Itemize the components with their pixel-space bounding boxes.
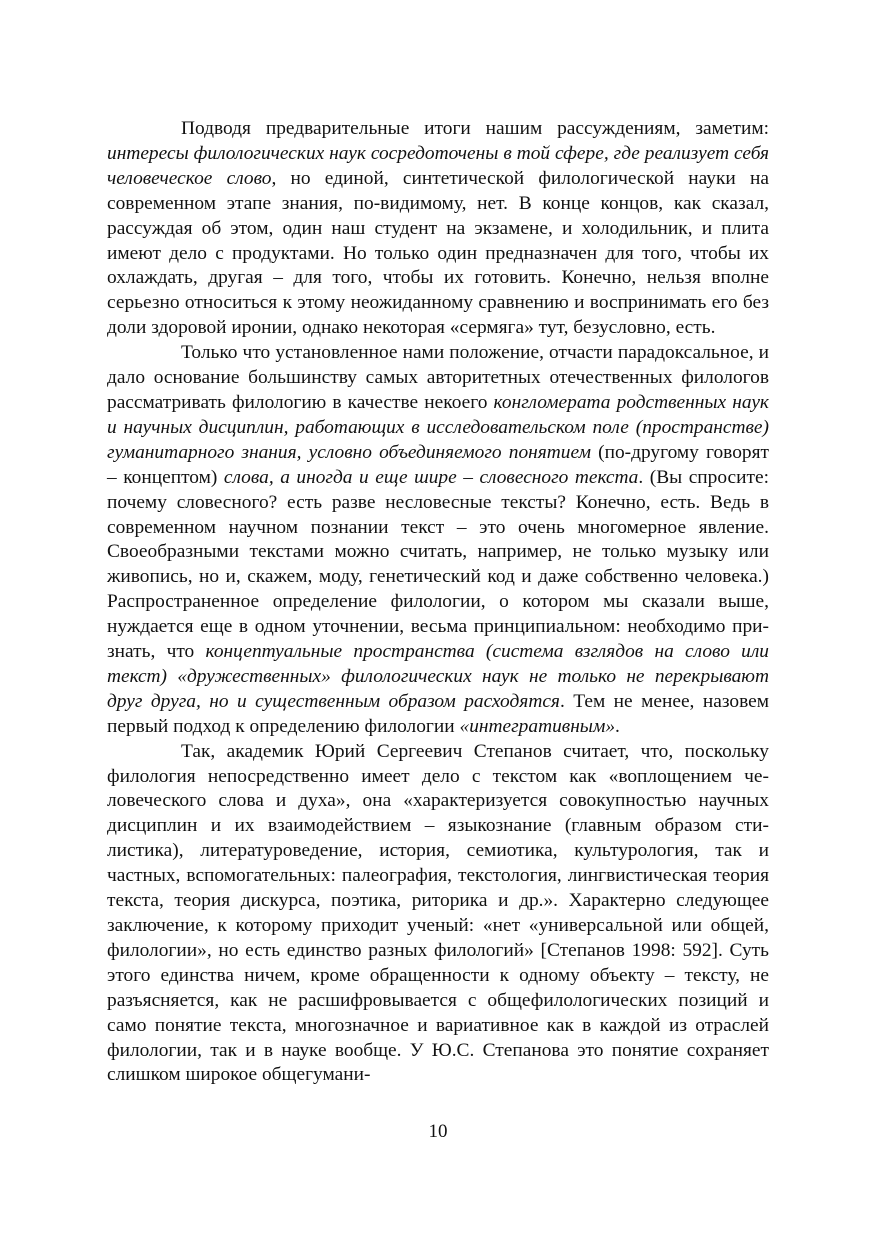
paragraph-2-segment-9: .: [615, 715, 620, 737]
paragraph-2-segment-1: Только что установленное нами положение, отчасти парадоксальное, и дало основание большинству самых авторитетных отечественных филологов рассматривать филологию в качестве некоего: [107, 342, 769, 413]
page-number: 10: [428, 1121, 448, 1142]
paragraph-1-segment-3: , но единой, синтетической филологической науки на современном этапе знания, по-видимому, нет. В конце концов, как сказал, рассуждая об этом, один наш студент на экзамене, и холодильник, и плита имеют дело с продуктами. Но только один предназначен для того, чтобы их охлаждать, другая – для того, чтобы их готовить. Конечно, нельзя вполне серьезно относиться к этому неожиданному сравнению и воспринимать его без доли здоровой иронии, однако некоторая «сермяга» тут, безусловно, есть.: [107, 167, 769, 339]
paragraph-3-segment-1: Так, академик Юрий Сергеевич Степанов считает, что, поскольку филология непосредственно имеет дело с текстом как «воплощением человеческого слова и духа», она «характеризуется совокупностью научных дисциплин и их взаимодействием – языкознание (главным образом стилистика), литературоведение, история, семиотика, культурология, так и частных, вспомогательных: палеография, текстология, лингвистическая теория текста, теория дискурса, поэтика, риторика и др.». Характерно следующее заключение, к которому приходит ученый: «нет «универсальной или общей, филологии», но есть единство разных филологий» [Степанов 1998: 592]. Суть этого единства ничем, кроме обращенности к одному объекту – тексту, не разъясняется, как не расшифровывается с общефилологических позиций и само понятие текста, многозначное и вариативное как в каждой из отраслей филологии, так и в науке вообще. У Ю.С. Степанова это понятие сохраняет слишком широкое общегумани-: [107, 740, 769, 1086]
paragraph-2-segment-6: концептуальные пространства (система взглядов на слово или текст) «дружественных» филологических наук не только не перекрывают друг друга, но и существенным образом расходятся: [107, 641, 770, 712]
paragraph-1: [107, 117, 769, 341]
paragraph-1-segment-1: Подводя предварительные итоги нашим рассуждениям, заметим:: [181, 118, 769, 139]
page-body: [107, 117, 769, 1088]
paragraph-2-segment-5: . (Вы спросите: почему словесного? есть разве несловесные тексты? Конечно, есть. Ведь в современном научном познании текст – это очень многомерное явление. Своеобразными текстами можно считать, например, не только музыку или живопись, но и, скажем, моду, генетический код и даже собственно человека.) Распространенное определение филологии, о котором мы сказали выше, нуждается еще в одном уточнении, весьма принципиальном: необходимо признать, что: [107, 466, 769, 663]
paragraph-2-segment-4: слова, а иногда и еще шире – словесного текста: [223, 466, 639, 488]
paragraph-1-segment-2: интересы филологических наук сосредоточены в той сфере, где реализует себя человеческое слово: [107, 142, 769, 189]
paragraph-2: [107, 341, 769, 740]
paragraph-2-segment-2: конгломерата родственных наук и научных дисциплин, работающих в исследовательском поле (пространстве) гуманитарного знания, условно объединяемого понятием: [107, 391, 769, 463]
paragraph-2-segment-7: . Тем не менее, назовем первый подход к определению филологии: [107, 690, 769, 737]
paragraph-3: [107, 740, 769, 1089]
paragraph-2-segment-8: «интегративным»: [459, 715, 616, 737]
paragraph-2-segment-3: (по-другому говорят – концептом): [107, 441, 769, 488]
